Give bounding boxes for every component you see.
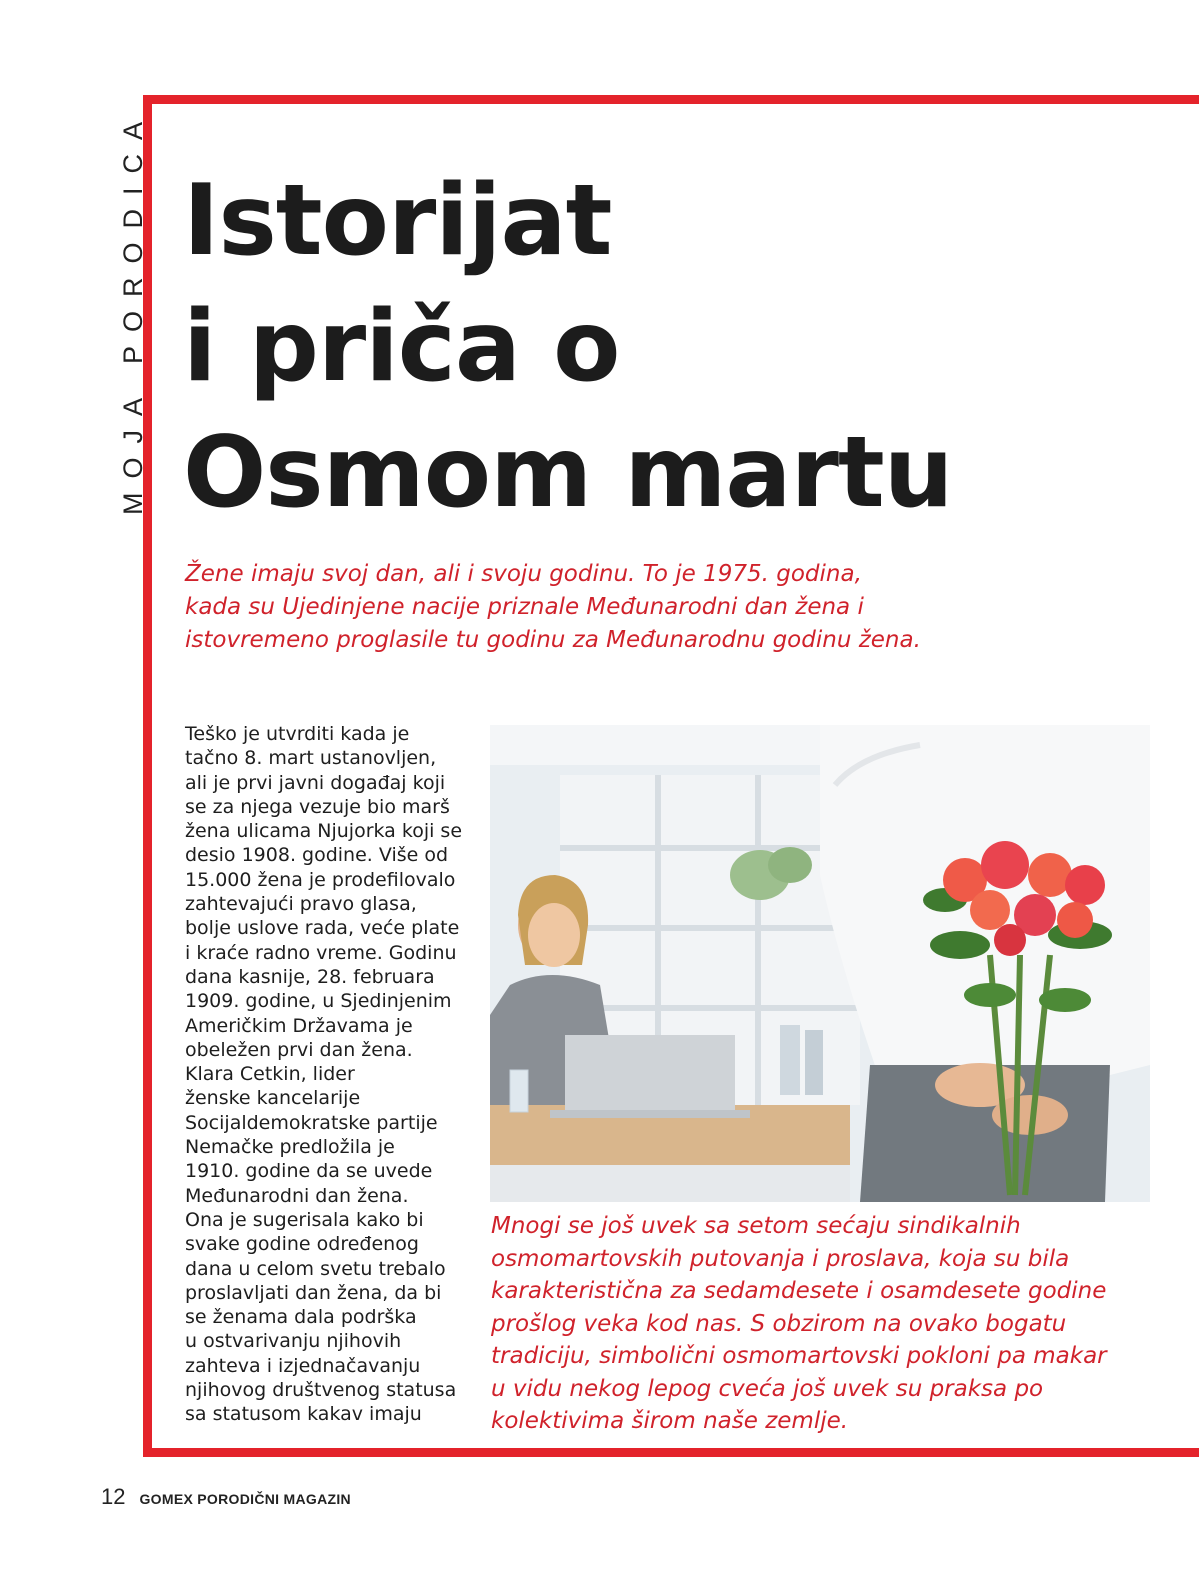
body-line: i kraće radno vreme. Godinu	[185, 941, 457, 964]
section-label: MOJA PORODICA	[118, 107, 148, 515]
article-photo	[490, 725, 1150, 1202]
title-line: Osmom martu	[183, 416, 953, 530]
caption-line: kolektivima širom naše zemlje.	[491, 1408, 849, 1434]
title-line: Istorijat	[183, 164, 612, 278]
lead-line: Žene imaju svoj dan, ali i svoju godinu. To je 1975. godina,	[185, 561, 862, 587]
body-line: zahteva i izjednačavanju	[185, 1354, 421, 1377]
article-title	[183, 158, 953, 536]
caption-line: karakteristična za sedamdesete i osamdesete godine	[491, 1278, 1107, 1304]
body-line: njihovog društvenog statusa	[185, 1379, 457, 1402]
page-number: 12	[101, 1484, 126, 1509]
body-line: u ostvarivanju njihovih	[185, 1330, 402, 1353]
body-line: zahtevajući pravo glasa,	[185, 893, 417, 916]
body-line: svake godine određenog	[185, 1233, 419, 1256]
lead-line: istovremeno proglasile tu godinu za Međunarodnu godinu žena.	[185, 627, 921, 653]
lead-line: kada su Ujedinjene nacije priznale Međunarodni dan žena i	[185, 594, 864, 620]
body-line: 1910. godine da se uvede	[185, 1160, 433, 1183]
body-line: Klara Cetkin, lider	[185, 1063, 355, 1086]
body-line: Nemačke predložila je	[185, 1136, 395, 1159]
body-line: ženske kancelarije	[185, 1087, 361, 1110]
body-line: Ona je sugerisala kako bi	[185, 1208, 424, 1231]
body-line: dana kasnije, 28. februara	[185, 965, 435, 988]
body-line: Američkim Državama je	[185, 1014, 413, 1037]
body-line: desio 1908. godine. Više od	[185, 844, 449, 867]
caption-line: u vidu nekog lepog cveća još uvek su praksa po	[491, 1375, 1044, 1402]
body-line: se za njega vezuje bio marš	[185, 795, 450, 818]
page-footer	[101, 1484, 351, 1510]
caption-line: prošlog veka kod nas. S obzirom na ovako bogatu	[491, 1310, 1067, 1337]
body-line: sa statusom kakav imaju	[185, 1403, 422, 1426]
lead-paragraph	[185, 558, 1085, 657]
body-line: proslavljati dan žena, da bi	[185, 1281, 442, 1304]
body-line: tačno 8. mart ustanovljen,	[185, 747, 437, 770]
body-line: Socijaldemokratske partije	[185, 1111, 438, 1134]
body-line: 15.000 žena je prodefilovalo	[185, 868, 456, 891]
body-line: Teško je utvrditi kada je	[185, 723, 410, 745]
body-line: Međunarodni dan žena.	[185, 1184, 409, 1207]
body-column	[185, 722, 485, 1427]
magazine-name: GOMEX PORODIČNI MAGAZIN	[139, 1491, 351, 1507]
body-line: se ženama dala podrška	[185, 1306, 417, 1329]
caption-line: Mnogi se još uvek sa setom sećaju sindikalnih	[491, 1213, 1021, 1239]
photo-caption	[491, 1210, 1141, 1438]
body-line: ali je prvi javni događaj koji	[185, 771, 446, 794]
body-line: obeležen prvi dan žena.	[185, 1038, 413, 1061]
title-line: i priča o	[183, 290, 620, 404]
body-line: bolje uslove rada, veće plate	[185, 917, 460, 940]
body-line: dana u celom svetu trebalo	[185, 1257, 446, 1280]
caption-line: tradiciju, simbolični osmomartovski pokloni pa makar	[491, 1343, 1107, 1369]
caption-line: osmomartovskih putovanja i proslava, koja su bila	[491, 1245, 1070, 1272]
body-line: žena ulicama Njujorka koji se	[185, 820, 463, 843]
body-line: 1909. godine, u Sjedinjenim	[185, 990, 452, 1013]
